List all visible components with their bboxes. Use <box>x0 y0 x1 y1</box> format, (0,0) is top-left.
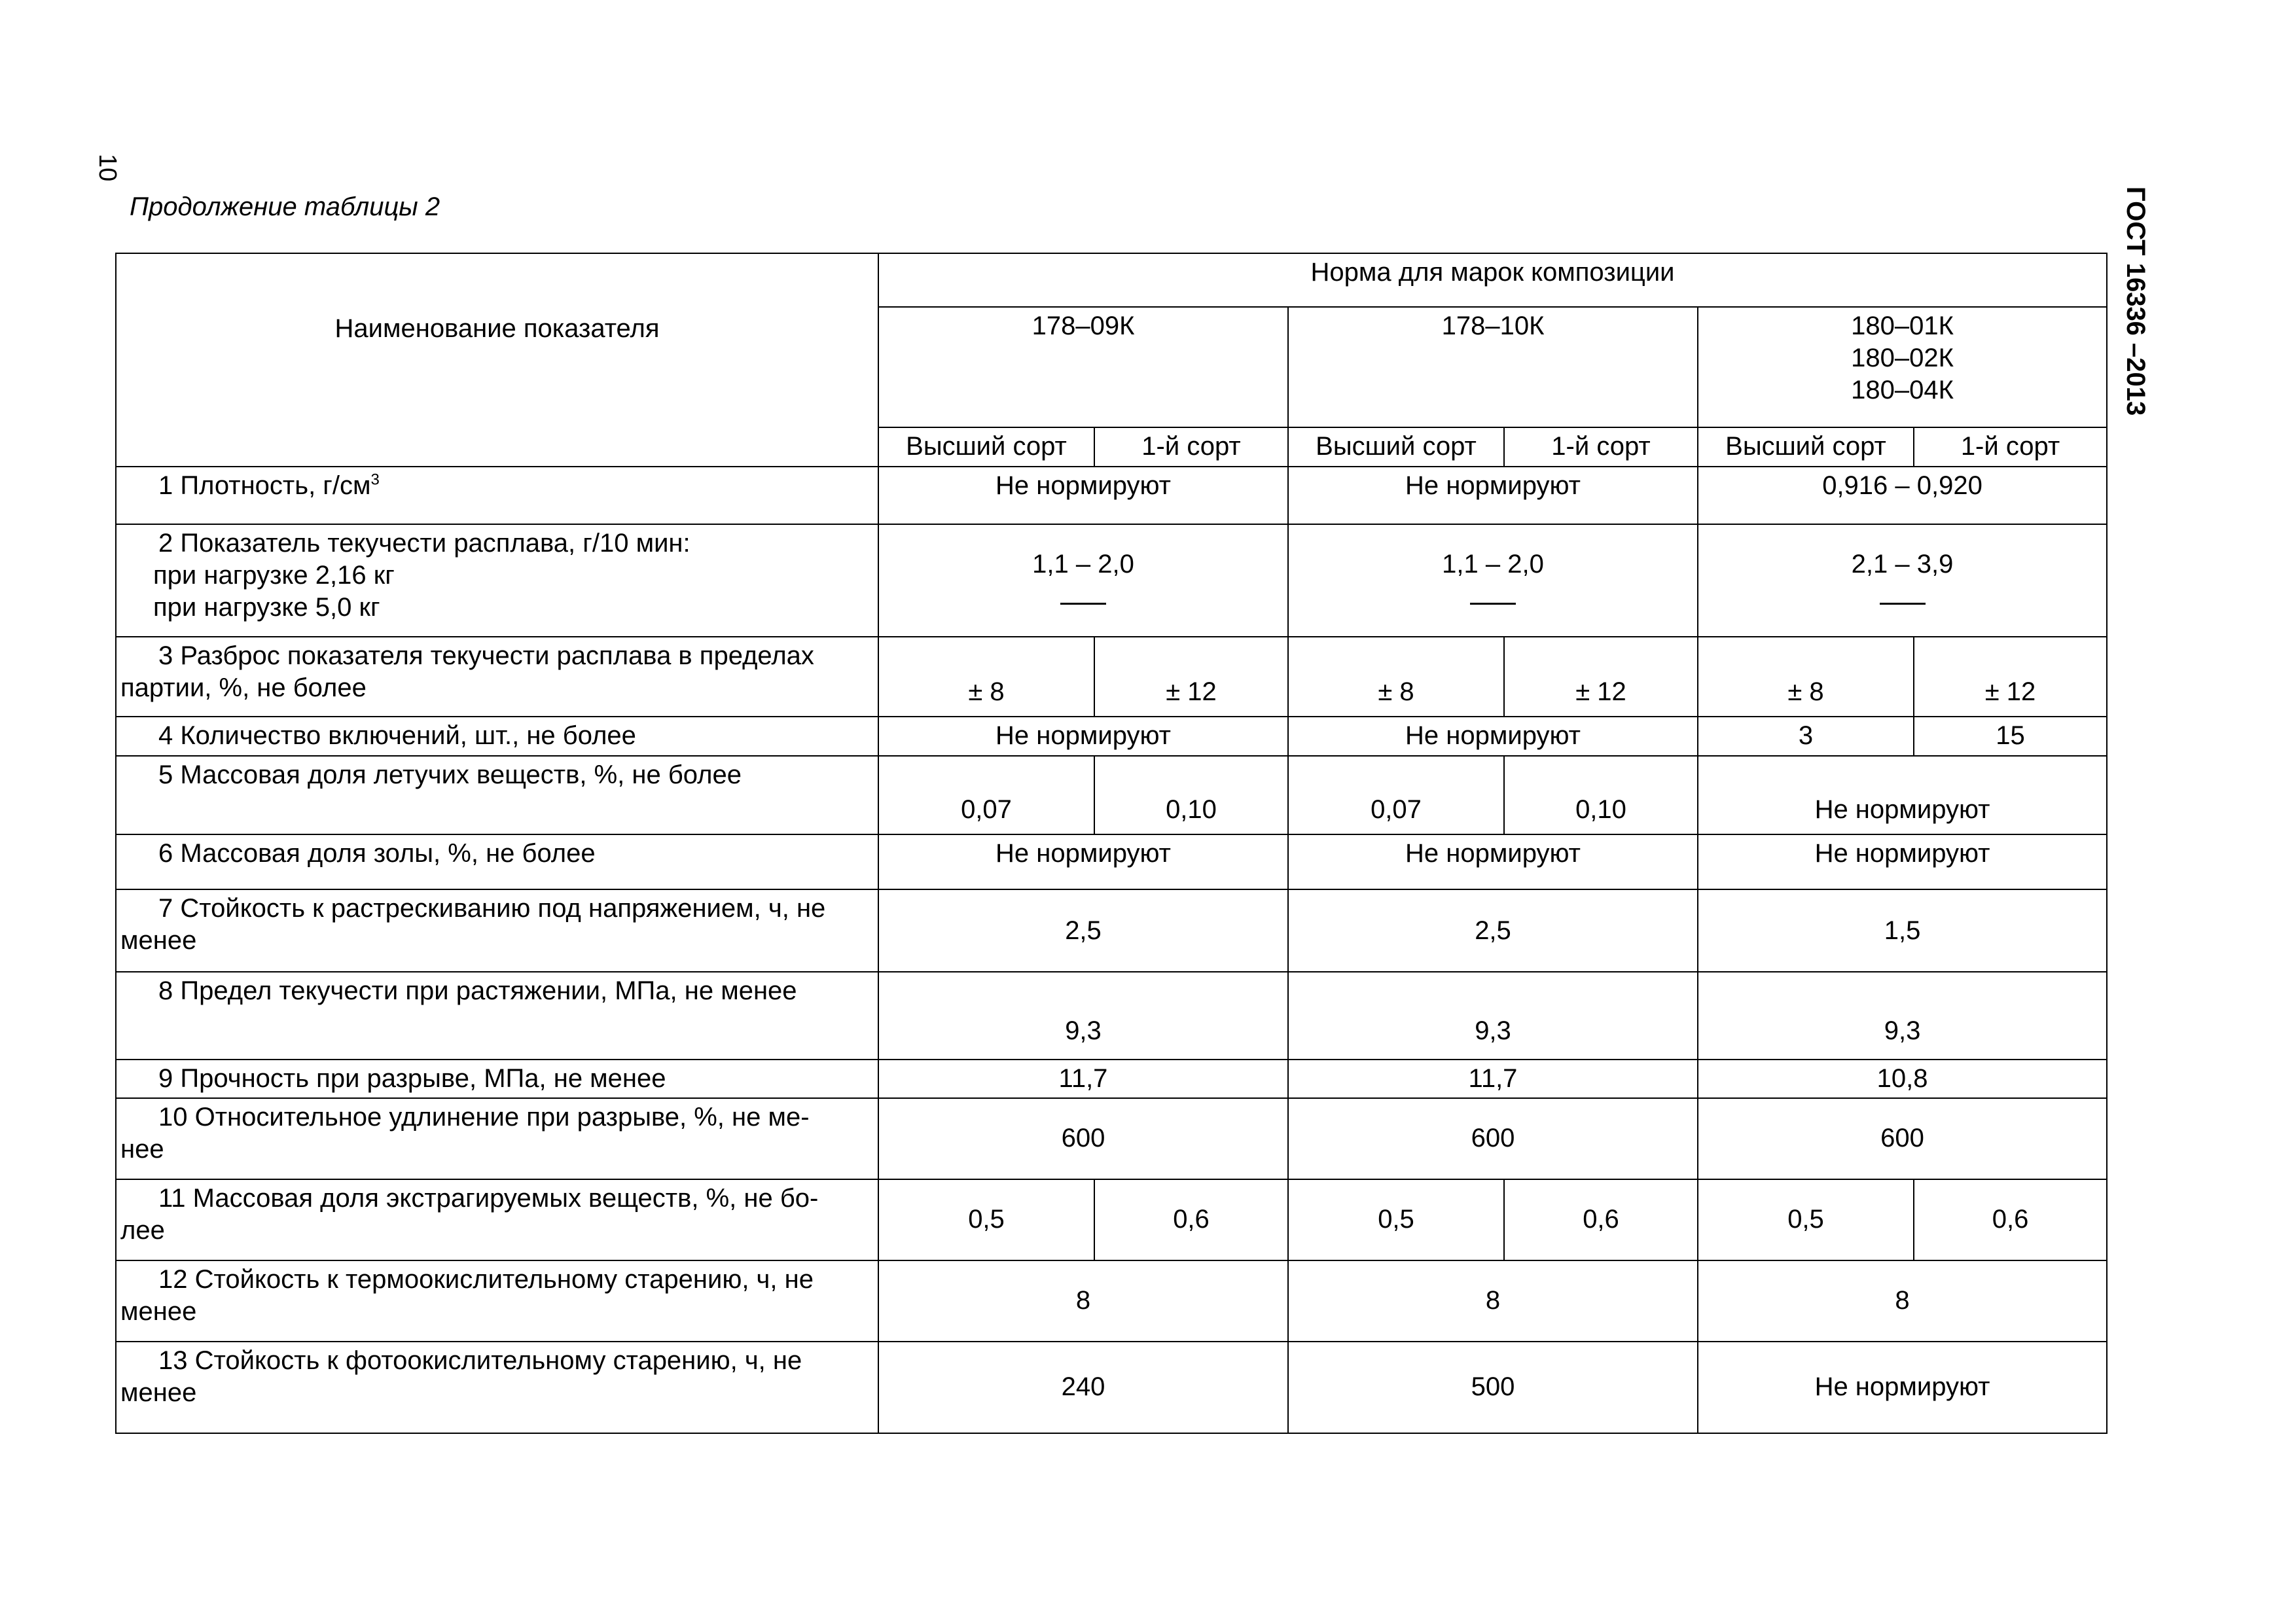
header-top-grade: Высший сорт <box>1698 427 1914 467</box>
table-row <box>116 1260 2107 1342</box>
standard-designation: ГОСТ 16336 –2013 <box>2121 187 2150 416</box>
value-cell: 9,3 <box>1698 972 2107 1060</box>
indicator-photo-aging: 13 Стойкость к фотоокислительному старению, ч, не менее <box>116 1342 878 1433</box>
indicator-extractables: 11 Массовая доля экстрагируемых веществ, %, не бо- лее <box>116 1179 878 1260</box>
header-first-grade: 1-й сорт <box>1504 427 1698 467</box>
value-cell: Не нормируют <box>878 834 1288 889</box>
table-row <box>116 467 2107 524</box>
value-cell: Не нормируют <box>1288 717 1698 756</box>
indicator-melt-flow: 2 Показатель текучести расплава, г/10 мин: при нагрузке 2,16 кг при нагрузке 5,0 кг <box>116 524 878 637</box>
value-cell: ± 12 <box>1094 637 1288 717</box>
page-number: 10 <box>94 154 121 182</box>
header-row-1 <box>116 253 2107 307</box>
value-cell: 8 <box>878 1260 1288 1342</box>
value-cell: 1,5 <box>1698 889 2107 972</box>
value-cell: 0,6 <box>1914 1179 2107 1260</box>
indicator-density: 1 Плотность, $г/см^3$ <box>116 467 878 524</box>
header-norm: Норма для марок композиции <box>878 253 2107 307</box>
value-cell: 0,07 <box>1288 756 1504 834</box>
table-row <box>116 756 2107 834</box>
value-cell: Не нормируют <box>1288 834 1698 889</box>
value-cell: Не нормируют <box>1698 1342 2107 1433</box>
value-cell: ± 8 <box>878 637 1094 717</box>
value-cell: 3 <box>1698 717 1914 756</box>
value-cell: 2,5 <box>878 889 1288 972</box>
indicator-tensile-strength: 9 Прочность при разрыве, МПа, не менее <box>116 1060 878 1098</box>
header-first-grade: 1-й сорт <box>1094 427 1288 467</box>
table-row <box>116 1342 2107 1433</box>
value-cell: 500 <box>1288 1342 1698 1433</box>
value-cell: 8 <box>1698 1260 2107 1342</box>
table-row <box>116 972 2107 1060</box>
value-cell: Не нормируют <box>1698 756 2107 834</box>
value-cell: ± 12 <box>1914 637 2107 717</box>
value-cell: 15 <box>1914 717 2107 756</box>
dash-mark <box>1880 603 1926 605</box>
header-top-grade: Высший сорт <box>878 427 1094 467</box>
table-row <box>116 717 2107 756</box>
header-top-grade: Высший сорт <box>1288 427 1504 467</box>
dash-mark <box>1060 603 1106 605</box>
table-row <box>116 637 2107 717</box>
indicator-volatiles: 5 Массовая доля летучих веществ, %, не более <box>116 756 878 834</box>
value-cell: 0,6 <box>1504 1179 1698 1260</box>
value-cell: ± 8 <box>1288 637 1504 717</box>
value-cell: 9,3 <box>1288 972 1698 1060</box>
value-cell: Не нормируют <box>878 717 1288 756</box>
table-row <box>116 1098 2107 1179</box>
indicator-stress-cracking: 7 Стойкость к растрескиванию под напряжением, ч, не менее <box>116 889 878 972</box>
value-cell: 600 <box>878 1098 1288 1179</box>
table-row <box>116 1179 2107 1260</box>
value-cell: Не нормируют <box>1288 467 1698 524</box>
table-row <box>116 834 2107 889</box>
value-cell: 2,5 <box>1288 889 1698 972</box>
grade-180-02k: 180–02К <box>1851 343 1954 372</box>
value-cell: 2,1 – 3,9 <box>1698 524 2107 637</box>
value-cell: ± 8 <box>1698 637 1914 717</box>
indicator-elongation: 10 Относительное удлинение при разрыве, %, не ме- нее <box>116 1098 878 1179</box>
value-cell: 0,10 <box>1094 756 1288 834</box>
grade-180-04k: 180–04К <box>1851 375 1954 404</box>
header-name-column: Наименование показателя <box>116 253 878 467</box>
table-row <box>116 1060 2107 1098</box>
value-cell: 9,3 <box>878 972 1288 1060</box>
indicator-thermo-aging: 12 Стойкость к термоокислительному старению, ч, не менее <box>116 1260 878 1342</box>
dash-mark <box>1470 603 1516 605</box>
value-cell: 11,7 <box>1288 1060 1698 1098</box>
value-cell: 10,8 <box>1698 1060 2107 1098</box>
header-grade-178-09k: 178–09К <box>878 307 1288 427</box>
header-first-grade: 1-й сорт <box>1914 427 2107 467</box>
value-cell: 0,5 <box>878 1179 1094 1260</box>
table-caption: Продолжение таблицы 2 <box>130 192 440 221</box>
value-cell: 1,1 – 2,0 <box>878 524 1288 637</box>
value-cell: Не нормируют <box>1698 834 2107 889</box>
value-cell: 1,1 – 2,0 <box>1288 524 1698 637</box>
value-cell: 0,916 – 0,920 <box>1698 467 2107 524</box>
specification-table <box>115 253 2108 1434</box>
indicator-yield-strength: 8 Предел текучести при растяжении, МПа, не менее <box>116 972 878 1060</box>
value-cell: Не нормируют <box>878 467 1288 524</box>
indicator-melt-flow-spread: 3 Разброс показателя текучести расплава в пределах партии, %, не более <box>116 637 878 717</box>
table-row <box>116 889 2107 972</box>
grade-180-01k: 180–01К <box>1851 312 1954 340</box>
value-cell: 0,07 <box>878 756 1094 834</box>
value-cell: ± 12 <box>1504 637 1698 717</box>
value-cell: 0,5 <box>1698 1179 1914 1260</box>
value-cell: 8 <box>1288 1260 1698 1342</box>
value-cell: 600 <box>1288 1098 1698 1179</box>
header-grade-178-10k: 178–10К <box>1288 307 1698 427</box>
value-cell: 11,7 <box>878 1060 1288 1098</box>
table-row <box>116 524 2107 637</box>
value-cell: 0,5 <box>1288 1179 1504 1260</box>
value-cell: 0,6 <box>1094 1179 1288 1260</box>
value-cell: 0,10 <box>1504 756 1698 834</box>
value-cell: 240 <box>878 1342 1288 1433</box>
value-cell: 600 <box>1698 1098 2107 1179</box>
indicator-ash: 6 Массовая доля золы, %, не более <box>116 834 878 889</box>
indicator-inclusions: 4 Количество включений, шт., не более <box>116 717 878 756</box>
header-grade-180-group <box>1698 307 2107 427</box>
